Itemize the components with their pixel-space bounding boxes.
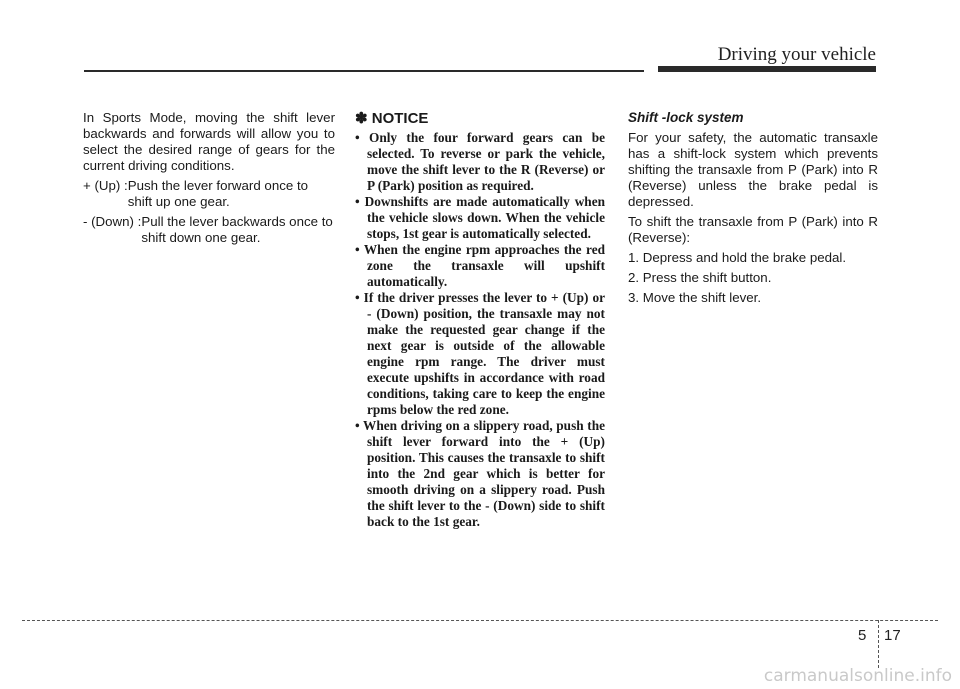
watermark: carmanualsonline.info [763, 666, 952, 686]
chapter-number: 5 [858, 627, 867, 644]
notice-item: • When driving on a slippery road, push the shift lever forward into the + (Up) position. This causes the transaxle to shift into the 2nd gear which is better for smooth driving on a slippery road. Push the shift lever to the - (Down) side to shift back to the 1st gear. [355, 418, 605, 529]
definition-down [83, 214, 335, 246]
shift-lock-para1: For your safety, the automatic transaxle has a shift-lock system which prevents shifting the transaxle from P (Park) into R (Reverse) unless the brake pedal is depressed. [628, 130, 878, 209]
notice-item: • Only the four forward gears can be selected. To reverse or park the vehicle, move the shift lever to the R (Reverse) or P (Park) position as required. [355, 130, 605, 193]
definition-desc: Push the lever forward once to shift up one gear. [127, 178, 309, 209]
header-rule-thin [84, 70, 644, 72]
definition-up [83, 178, 335, 210]
page-number-divider [878, 620, 879, 668]
shift-lock-para2: To shift the transaxle from P (Park) into R (Reverse): [628, 214, 878, 245]
definition-term: + (Up) : [83, 178, 128, 193]
column-notice [355, 110, 605, 530]
definition-term: - (Down) : [83, 214, 142, 229]
shift-lock-step: 1. Depress and hold the brake pedal. [628, 250, 847, 265]
sports-mode-intro: In Sports Mode, moving the shift lever backwards and forwards will allow you to select the desired range of gears for the current driving conditions. [83, 110, 335, 173]
notice-title: ✽ NOTICE [355, 110, 429, 127]
shift-lock-step: 2. Press the shift button. [628, 270, 772, 285]
footer-dashed-rule [22, 620, 938, 621]
column-shift-lock [628, 110, 878, 306]
notice-item: • Downshifts are made automatically when the vehicle slows down. When the vehicle stops, 1st gear is automatically selected. [355, 194, 605, 241]
column-sports-mode [83, 110, 335, 246]
shift-lock-heading: Shift -lock system [628, 110, 744, 125]
notice-list [355, 130, 605, 530]
page-number: 17 [884, 627, 901, 644]
definition-desc: Pull the lever backwards once to shift down one gear. [141, 214, 333, 245]
section-title: Driving your vehicle [717, 44, 876, 65]
notice-item: • If the driver presses the lever to + (Up) or - (Down) position, the transaxle may not make the requested gear change if the next gear is outside of the allowable engine rpm range. The driver must execute upshifts in accordance with road conditions, taking care to keep the engine rpms below the red zone. [355, 290, 605, 417]
shift-lock-step: 3. Move the shift lever. [628, 290, 762, 305]
notice-item: • When the engine rpm approaches the red zone the transaxle will upshift automatically. [355, 242, 605, 289]
header-rule-thick [658, 66, 876, 72]
